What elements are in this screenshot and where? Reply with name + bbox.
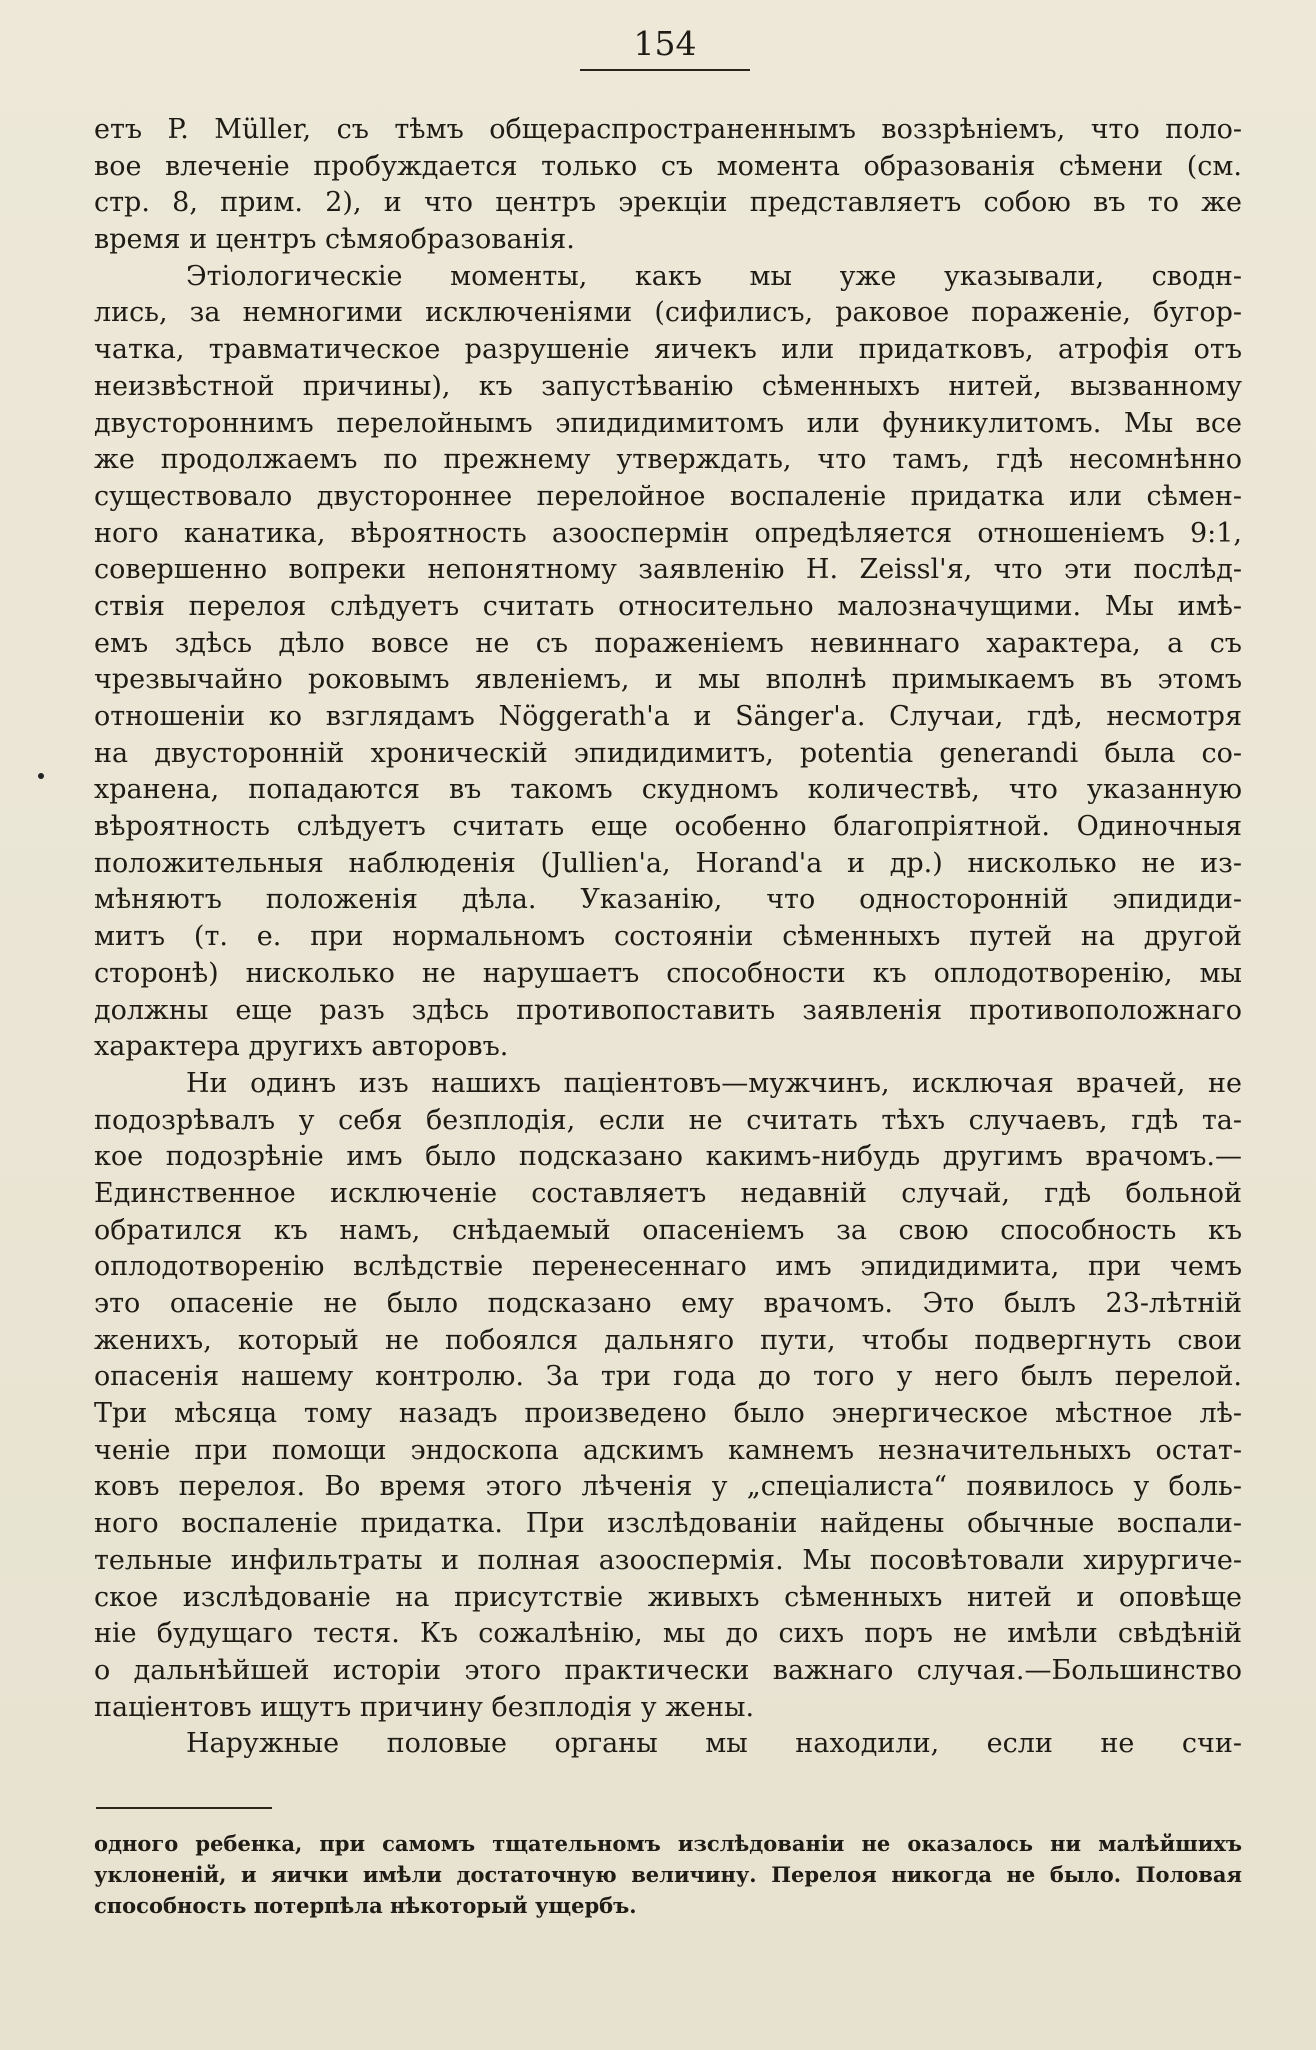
text-line: стр. 8, прим. 2), и что центръ эрекціи представляетъ собою въ то же <box>94 187 1242 219</box>
body-text <box>94 112 1242 1763</box>
footnote <box>94 1828 1242 1921</box>
text-line: чатка, травматическое разрушеніе яичекъ или придатковъ, атрофія отъ <box>94 334 1242 366</box>
footnote-line: способность потерпѣла нѣкоторый ущербъ. <box>94 1893 637 1918</box>
text-line: етъ P. Müller, съ тѣмъ общераспространеннымъ воззрѣніемъ, что поло- <box>94 114 1242 145</box>
text-line: отношеніи ко взглядамъ Nöggerath'a и Sänger'a. Случаи, гдѣ, несмотря <box>94 701 1242 732</box>
text-line: женихъ, который не побоялся дальняго пути, чтобы подвергнуть свои <box>94 1324 1242 1356</box>
footnote-line: одного ребенка, при самомъ тщательномъ изслѣдованіи не оказалось ни малѣйшихъ <box>94 1831 1242 1856</box>
text-line: это опасеніе не было подсказано ему врачомъ. Это былъ 23-лѣтній <box>94 1288 1242 1319</box>
text-line: Этіологическіе моменты, какъ мы уже указывали, сводн- <box>186 260 1242 292</box>
footnote-line: уклоненій, и яички имѣли достаточную величину. Перелоя никогда не было. Половая <box>94 1862 1242 1887</box>
text-line: положительныя наблюденія (Jullien'a, Horand'a и др.) нисколько не из- <box>94 847 1242 879</box>
text-line: же продолжаемъ по прежнему утверждать, что тамъ, гдѣ несомнѣнно <box>94 444 1242 476</box>
text-line: Три мѣсяца тому назадъ произведено было энергическое мѣстное лѣ- <box>94 1398 1242 1430</box>
text-line: подозрѣвалъ у себя безплодія, если не считать тѣхъ случаевъ, гдѣ та- <box>94 1104 1242 1136</box>
page-number: 154 <box>633 24 697 63</box>
text-line: кое подозрѣніе имъ было подсказано какимъ-нибудь другимъ врачомъ.— <box>94 1141 1242 1173</box>
text-line: двустороннимъ перелойнымъ эпидидимитомъ или фуникулитомъ. Мы все <box>94 407 1242 439</box>
text-line: ское изслѣдованіе на присутствіе живыхъ сѣменныхъ нитей и оповѣще <box>94 1581 1242 1613</box>
text-line: хранена, попадаются въ такомъ скудномъ количествѣ, что указанную <box>94 774 1242 806</box>
text-line: сторонѣ) нисколько не нарушаетъ способности къ оплодотворенію, мы <box>94 957 1242 989</box>
text-line: Единственное исключеніе составляетъ недавній случай, гдѣ больной <box>94 1177 1242 1209</box>
text-line: ченіе при помощи эндоскопа адскимъ камнемъ незначительныхъ остат- <box>94 1434 1242 1466</box>
margin-mark <box>38 773 44 779</box>
text-line: время и центръ сѣмяобразованія. <box>94 224 575 256</box>
header-rule <box>580 69 750 71</box>
text-line: о дальнѣйшей исторіи этого практически важнаго случая.—Большинство <box>94 1654 1242 1686</box>
text-line: должны еще разъ здѣсь противопоставить заявленія противоположнаго <box>94 994 1242 1026</box>
text-line: ковъ перелоя. Во время этого лѣченія у „спеціалиста“ появилось у боль- <box>94 1471 1242 1503</box>
text-line: ного канатика, вѣроятность азооспермін опредѣляется отношеніемъ 9:1, <box>94 517 1242 549</box>
text-line: на двусторонній хроническій эпидидимитъ, potentia generandi была со- <box>94 737 1242 769</box>
text-line: опасенія нашему контролю. За три года до того у него былъ перелой. <box>94 1361 1242 1393</box>
text-line: ного воспаленіе придатка. При изслѣдованіи найдены обычные воспали- <box>94 1508 1242 1540</box>
text-line: существовало двустороннее перелойное воспаленіе придатка или сѣмен- <box>94 480 1242 512</box>
text-line: Наружные половые органы мы находили, если не счи- <box>186 1728 1242 1760</box>
text-line: характера другихъ авторовъ. <box>94 1031 509 1063</box>
text-line: тельные инфильтраты и полная азооспермія. Мы посовѣтовали хирургиче- <box>94 1544 1242 1576</box>
text-line: совершенно вопреки непонятному заявленію H. Zeissl'я, что эти послѣд- <box>94 554 1242 586</box>
text-line: емъ здѣсь дѣло вовсе не съ пораженіемъ невиннаго характера, а съ <box>94 627 1242 659</box>
text-line: лись, за немногими исключеніями (сифилисъ, раковое пораженіе, бугор- <box>94 297 1242 329</box>
text-line: мѣняютъ положенія дѣла. Указанію, что односторонній эпидиди- <box>94 884 1242 916</box>
text-line: чрезвычайно роковымъ явленіемъ, и мы вполнѣ примыкаемъ въ этомъ <box>94 664 1242 696</box>
text-line: паціентовъ ищутъ причину безплодія у жены. <box>94 1691 755 1723</box>
text-line: митъ (т. е. при нормальномъ состояніи сѣменныхъ путей на другой <box>94 921 1242 953</box>
footnote-rule <box>96 1807 272 1809</box>
text-line: оплодотворенію вслѣдствіе перенесеннаго имъ эпидидимита, при чемъ <box>94 1251 1242 1283</box>
text-line: ствія перелоя слѣдуетъ считать относительно малозначущими. Мы имѣ- <box>94 590 1242 622</box>
text-line: вѣроятность слѣдуетъ считать еще особенно благопріятной. Одиночныя <box>94 811 1242 843</box>
text-line: вое влеченіе пробуждается только съ момента образованія сѣмени (см. <box>94 150 1242 182</box>
text-line: Ни одинъ изъ нашихъ паціентовъ—мужчинъ, исключая врачей, не <box>186 1067 1242 1099</box>
text-line: неизвѣстной причины), къ запустѣванію сѣменныхъ нитей, вызванному <box>94 370 1242 402</box>
text-line: обратился къ намъ, снѣдаемый опасеніемъ за свою способность къ <box>94 1214 1242 1246</box>
text-line: ніе будущаго тестя. Къ сожалѣнію, мы до сихъ поръ не имѣли свѣдѣній <box>94 1618 1242 1650</box>
